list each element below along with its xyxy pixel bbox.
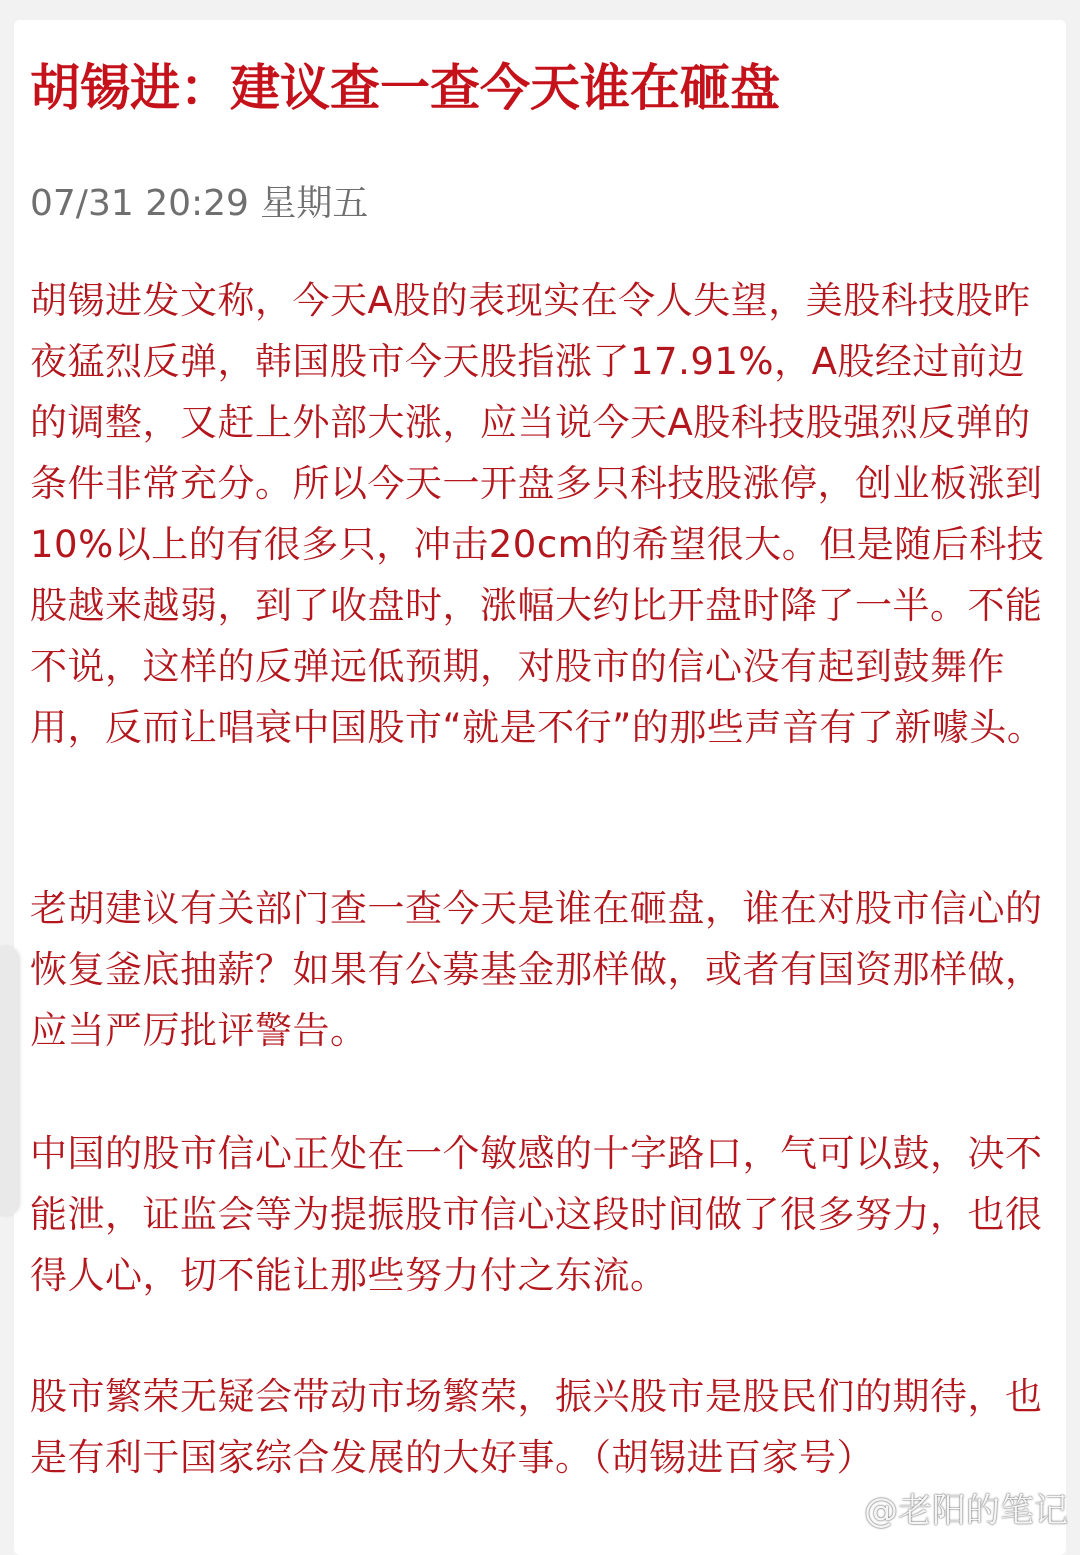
article-title: 胡锡进：建议查一查今天谁在砸盘 — [30, 59, 780, 117]
article-card — [14, 20, 1066, 1555]
side-drawer-handle[interactable] — [0, 946, 20, 1216]
article-paragraph-1: 胡锡进发文称，今天A股的表现实在令人失望，美股科技股昨夜猛烈反弹，韩国股市今天股指涨了17.91%，A股经过前边的调整，又赶上外部大涨，应当说今天A股科技股强烈反弹的条件非常充分。所以今天一开盘多只科技股涨停，创业板涨到10%以上的有很多只，冲击20cm的希望很大。但是随后科技股越来越弱，到了收盘时，涨幅大约比开盘时降了一半。不能不说，这样的反弹远低预期，对股市的信心没有起到鼓舞作用，反而让唱衰中国股市“就是不行”的那些声音有了新噱头。 — [30, 279, 1045, 749]
article-paragraph-3: 中国的股市信心正处在一个敏感的十字路口，气可以鼓，决不能泄，证监会等为提振股市信心这段时间做了很多努力，也很得人心，切不能让那些努力付之东流。 — [30, 1132, 1043, 1297]
article-paragraph-2: 老胡建议有关部门查一查今天是谁在砸盘，谁在对股市信心的恢复釜底抽薪？如果有公募基金那样做，或者有国资那样做，应当严厉批评警告。 — [30, 887, 1043, 1052]
article-paragraph-4: 股市繁荣无疑会带动市场繁荣，振兴股市是股民们的期待，也是有利于国家综合发展的大好事。（胡锡进百家号） — [30, 1375, 1043, 1479]
article-date: 07/31 20:29 星期五 — [30, 183, 369, 224]
watermark — [822, 1489, 1068, 1533]
watermark-text: @老阳的笔记 — [864, 1491, 1068, 1531]
weibo-icon — [822, 1496, 858, 1526]
